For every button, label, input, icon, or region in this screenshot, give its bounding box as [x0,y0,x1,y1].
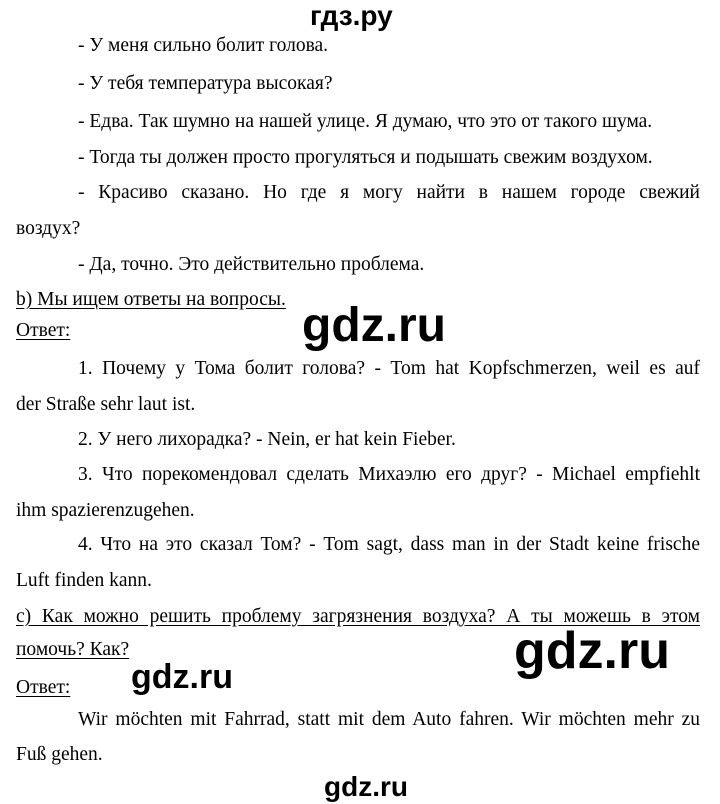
section-c-heading: помочь? Как? [16,639,130,660]
answer-line: der Straße sehr laut ist. [16,394,196,415]
watermark-bottom: gdz.ru [324,771,408,802]
section-b-answer-label: Ответ: [16,320,71,341]
section-b-heading: b) Мы ищем ответы на вопросы. [16,289,286,310]
answer-line: 3. Что порекомендовал сделать Михаэлю его друг? - Michael empfiehlt [78,464,700,485]
answer-line: Wir möchten mit Fahrrad, statt mit dem Auto fahren. Wir möchten mehr zu [78,709,700,730]
dialogue-line: - Да, точно. Это действительно проблема. [78,254,425,275]
answer-line: 2. У него лихорадка? - Nein, er hat kein Fieber. [78,429,456,450]
answer-line: Luft finden kann. [16,570,152,591]
watermark-left: gdz.ru [131,658,233,696]
dialogue-line: - У тебя температура высокая? [78,73,333,94]
answer-line: 4. Что на это сказал Том? - Tom sagt, dass man in der Stadt keine frische [78,534,700,555]
answer-line: Fuß gehen. [16,744,103,765]
section-c-answer-label: Ответ: [16,677,71,698]
watermark-mid: gdz.ru [302,299,446,352]
dialogue-line: - Красиво сказано. Но где я могу найти в нашем городе свежий [78,182,700,203]
watermark-right: gdz.ru [514,622,670,680]
answer-line: ihm spazierenzugehen. [16,500,195,521]
dialogue-line: - Едва. Так шумно на нашей улице. Я думаю, что это от такого шума. [78,111,653,132]
answer-line: 1. Почему у Тома болит голова? - Tom hat Kopfschmerzen, weil es auf [78,358,700,379]
dialogue-line: - Тогда ты должен просто прогуляться и подышать свежим воздухом. [78,147,653,168]
watermark-top: гдз.ру [310,0,393,31]
dialogue-line: воздух? [16,218,81,239]
section-c-heading: c) Как можно решить проблему загрязнения воздуха? А ты можешь в этом [16,606,700,627]
dialogue-line: - У меня сильно болит голова. [78,35,329,56]
